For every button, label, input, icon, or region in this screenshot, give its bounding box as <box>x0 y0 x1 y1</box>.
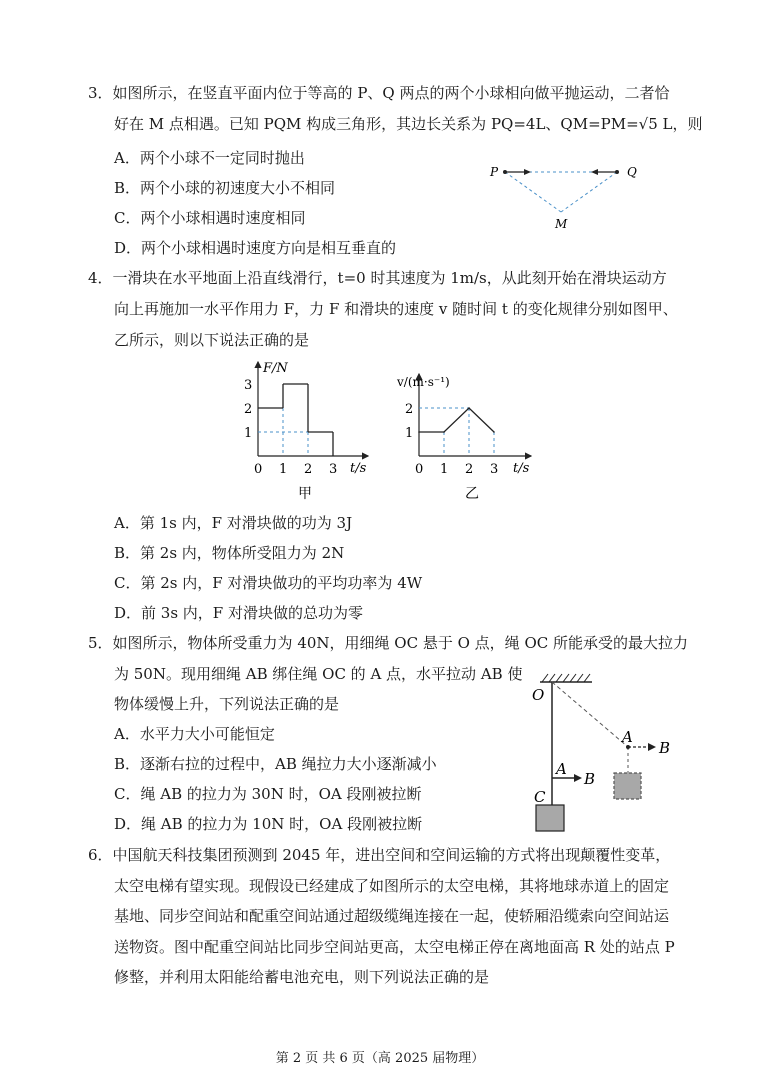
q5-stem-line3: 物体缓慢上升，下列说法正确的是 <box>114 695 340 713</box>
chart-caption: 甲 <box>298 486 312 502</box>
velocity-point <box>418 431 420 433</box>
y-tick-label: 1 <box>405 426 414 441</box>
q6-stem-line2: 太空电梯有望实现。现假设已经建成了如图所示的太空电梯，其将地球赤道上的固定 <box>114 877 670 895</box>
label-a-moved: A <box>622 728 633 746</box>
q5-stem-line1: 5．如图所示，物体所受重力为 40N，用细绳 OC 悬于 O 点，绳 OC 所能承受的最大拉力 <box>88 634 688 652</box>
q5-option-a: A．水平力大小可能恒定 <box>114 725 275 743</box>
chart-velocity <box>395 350 555 505</box>
q3-stem-line2: 好在 M 点相遇。已知 PQM 构成三角形，其边长关系为 PQ=4L、QM=PM=√5 L，则 <box>114 115 703 133</box>
q5-stem-line2: 为 50N。现用细绳 AB 绑住绳 OC 的 A 点，水平拉动 AB 使 <box>114 665 523 683</box>
y-tick-label: 3 <box>244 378 253 393</box>
x-tick-label: 0 <box>254 462 263 477</box>
x-tick-label: 3 <box>490 462 499 477</box>
x-tick-label: 0 <box>415 462 424 477</box>
velocity-point <box>493 431 495 433</box>
velocity-series-line <box>419 408 494 432</box>
y-axis-label: v/(m·s⁻¹) <box>397 375 450 389</box>
q3-option-d: D．两个小球相遇时速度方向是相互垂直的 <box>114 239 397 257</box>
label-a: A <box>556 760 567 778</box>
label-m: M <box>555 217 568 231</box>
q4-option-b: B．第 2s 内，物体所受阻力为 2N <box>114 544 345 562</box>
q3-option-b: B．两个小球的初速度大小不相同 <box>114 179 336 197</box>
x-tick-label: 2 <box>465 462 474 477</box>
velocity-point <box>468 407 470 409</box>
label-p: P <box>490 165 499 179</box>
q6-stem-line1: 6．中国航天科技集团预测到 2045 年，进出空间和空间运输的方式将出现颠覆性变革， <box>88 846 671 864</box>
label-q: Q <box>627 165 637 179</box>
q4-option-a: A．第 1s 内，F 对滑块做的功为 3J <box>114 514 353 532</box>
q3-option-c: C．两个小球相遇时速度相同 <box>114 209 306 227</box>
y-axis-label: F/N <box>263 361 288 376</box>
x-tick-label: 2 <box>304 462 313 477</box>
x-axis-label: t/s <box>350 461 367 476</box>
q3-stem-line1: 3．如图所示，在竖直平面内位于等高的 P、Q 两点的两个小球相向做平抛运动，二者恰 <box>88 84 670 102</box>
y-tick-label: 1 <box>244 426 253 441</box>
label-b: B <box>584 770 596 788</box>
q4-option-d: D．前 3s 内，F 对滑块做的总功为零 <box>114 604 363 622</box>
y-tick-label: 2 <box>244 402 253 417</box>
q5-option-b: B．逐渐右拉的过程中，AB 绳拉力大小逐渐减小 <box>114 755 437 773</box>
chart-force <box>230 350 380 505</box>
rope-oa-dashed <box>552 682 628 747</box>
q3-option-a: A．两个小球不一定同时抛出 <box>114 149 305 167</box>
q5-option-c: C．绳 AB 的拉力为 30N 时，OA 段刚被拉断 <box>114 785 422 803</box>
x-tick-label: 1 <box>440 462 449 477</box>
q4-stem-line3: 乙所示，则以下说法正确的是 <box>114 331 310 349</box>
x-axis-label: t/s <box>513 461 530 476</box>
label-b-moved: B <box>659 739 671 757</box>
page-footer: 第 2 页 共 6 页（高 2025 届物理） <box>275 1051 485 1066</box>
q5-figure <box>520 670 700 840</box>
label-o: O <box>532 686 545 704</box>
q6-stem-line4: 送物资。图中配重空间站比同步空间站更高，太空电梯正停在离地面高 R 处的站点 P <box>114 938 675 956</box>
q4-stem-line2: 向上再施加一水平作用力 F，力 F 和滑块的速度 v 随时间 t 的变化规律分别如图甲、 <box>114 300 678 318</box>
y-tick-label: 2 <box>405 402 414 417</box>
weight-block-dashed <box>614 773 641 799</box>
weight-block <box>536 805 564 831</box>
x-tick-label: 3 <box>329 462 338 477</box>
q5-option-d: D．绳 AB 的拉力为 10N 时，OA 段刚被拉断 <box>114 815 423 833</box>
q3-figure <box>485 160 655 235</box>
velocity-point <box>443 431 445 433</box>
q4-stem-line1: 4．一滑块在水平地面上沿直线滑行，t=0 时其速度为 1m/s，从此刻开始在滑块运动方 <box>88 269 667 287</box>
q6-stem-line5: 修整，并利用太阳能给蓄电池充电，则下列说法正确的是 <box>114 968 490 986</box>
q6-stem-line3: 基地、同步空间站和配重空间站通过超级缆绳连接在一起，使轿厢沿缆索向空间站运 <box>114 907 670 925</box>
x-tick-label: 1 <box>279 462 288 477</box>
q4-option-c: C．第 2s 内，F 对滑块做功的平均功率为 4W <box>114 574 423 592</box>
label-c: C <box>534 788 546 806</box>
chart-caption: 乙 <box>465 486 479 502</box>
